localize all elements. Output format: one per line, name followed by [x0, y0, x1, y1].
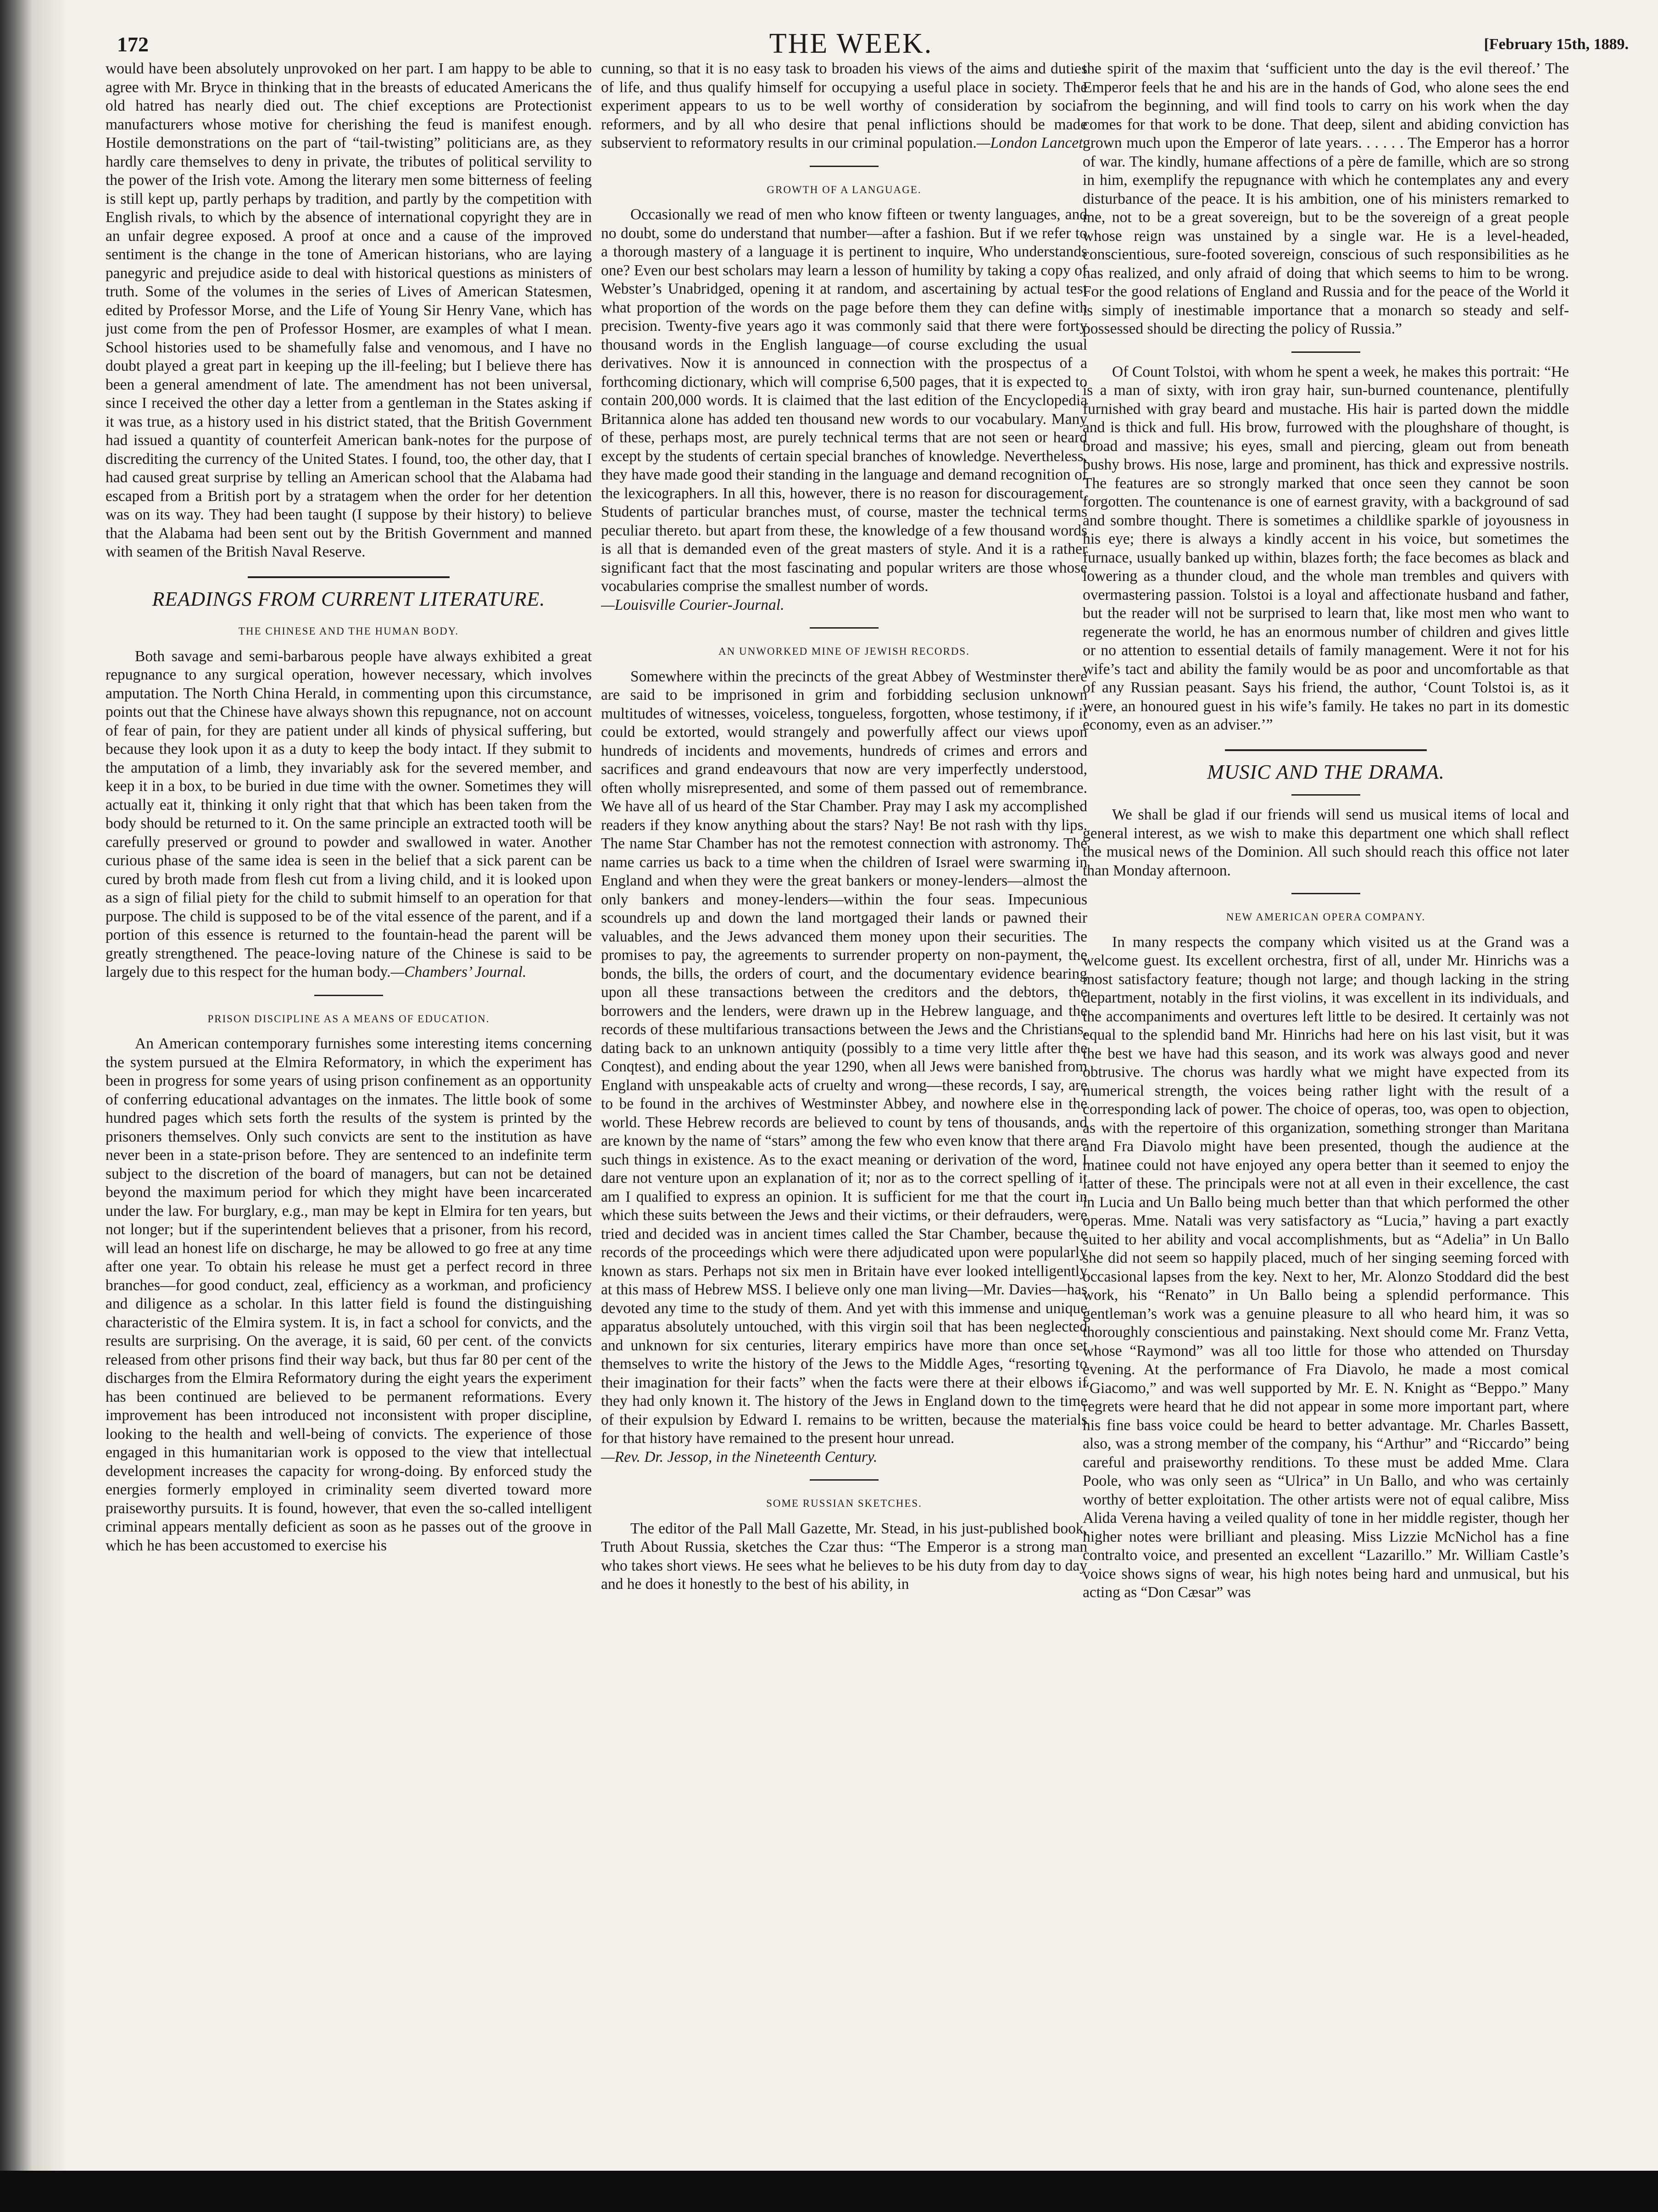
- divider: [1291, 351, 1360, 353]
- article-body: Both savage and semi-barbarous people have always exhibited a great repugnance to any surgical operation, however necessary, which involves amputation. The North China Herald, in commenting upon this circumstance, points out that the Chinese have always shown this repugnance, not on account of fear of pain, for they are patient under all kinds of physical suffering, but because they look upon it as a duty to keep the body intact. If they submit to the amputation of a limb, they invariably ask for the severed member, and keep it in a box, to be buried in due time with the owner. Sometimes they will actually eat it, thinking it only right that that which has been taken from the body should be returned to it. On the same principle an extracted tooth will be carefully preserved or ground to powder and swallowed in water. Another curious phase of the same idea is seen in the belief that a sick parent can be cured by broth made from flesh cut from a living child, and it is looked upon as a sign of filial piety for the child to submit himself to an operation for that purpose. The child is supposed to be of the vital essence of the parent, and if a portion of this essence is returned to the fountain-head the parent will be greatly strengthened. The peace-loving nature of the Chinese is said to be largely due to this respect for the human body.: [106, 647, 592, 981]
- publication-title: THE WEEK.: [769, 28, 933, 59]
- divider: [810, 166, 879, 167]
- section-heading: MUSIC AND THE DRAMA.: [1207, 760, 1445, 783]
- article-text: An American contemporary furnishes some interesting items concerning the system pursued at the Elmira Reformatory, in which the experiment has been in progress for some years of using prison confinement as an opportunity of conferring educational advantages on the inmates. The little book of some hundred pages which sets forth the results of the system is printed by the prisoners themselves. Only such convicts are sent to the institution as have never been in a state-prison before. They are sentenced to an indefinite term subject to the discretion of the board of managers, but can not be detained beyond the maximum period for which they might have been incarcerated under the law. For burglary, e.g., man may be kept in Elmira for ten years, but not longer; but if the superintendent believes that a prisoner, from his record, will lead an honest life on discharge, he may be allowed to go free at any time after one year. To obtain his release he must get a perfect record in three branches—for good conduct, zeal, efficiency as a workman, and proficiency and diligence as a scholar. In this latter field is found the distinguishing characteristic of the Elmira system. It is, in fact a school for convicts, and the results are surprising. On the average, it is said, 60 per cent. of the convicts released from other prisons find their way back, but thus far 80 per cent of the discharges from the Elmira Reformatory during the eight years the experiment has been continued are believed to be permanent reformations. Every improvement has been introduced not inconsistent with proper discipline, looking to the health and well-being of convicts. The experience of those engaged in this humanitarian work is opposed to the view that intellectual development increases the capacity for wrong-doing. By enforced study the energies formerly employed in criminality seem diverted toward more praiseworthy pursuits. It is found, however, that even the so-called intelligent criminal appears mentally deficient as soon as he passes out of the groove in which he has been accustomed to exercise his: [106, 1035, 592, 1554]
- article-text: We shall be glad if our friends will send us musical items of local and general interest, as we wish to make this department one which shall reflect the musical news of the Dominion. All such should reach this office not later than Monday afternoon.: [1083, 806, 1569, 879]
- article-text: [106, 647, 592, 982]
- article-text: [601, 60, 1087, 153]
- issue-date: [February 15th, 1889.: [1484, 36, 1629, 53]
- article-title: GROWTH OF A LANGUAGE.: [767, 184, 922, 195]
- article-text: Of Count Tolstoi, with whom he spent a week, he makes this portrait: “He is a man of sixty, with iron gray hair, sun-burned countenance, plentifully furnished with gray beard and mustache. His hair is parted down the middle and is thick and full. His brow, furrowed with the ploughshare of thought, is broad and massive; his eyes, small and piercing, gleam out from beneath bushy brows. His nose, large and prominent, has thick and expressive nostrils. The features are so strongly marked that once seen they cannot be soon forgotten. The countenance is one of earnest gravity, with a background of sad and sombre thought. There is sometimes a childlike sparkle of joyousness in his eye; there is always a kindly accent in his voice, but sometimes the furnace, usually banked up within, blazes forth; the face becomes as black and lowering as a thunder cloud, and the whole man trembles and quivers with overmastering passion. Tolstoi is a loyal and affectionate husband and father, but the reader will not be surprised to learn that, like most men who want to regenerate the world, he has an enormous number of children and gives little or no attention to essential details of family management. Were it not for his wife’s tact and ability the family would be as poor and uncomfortable as that of any Russian peasant. Says his friend, the author, ‘Count Tolstoi is, as it were, an honoured guest in his wife’s family. He takes no part in its domestic economy, even as an adviser.’”: [1083, 363, 1569, 733]
- divider: [314, 995, 383, 996]
- article-title: SOME RUSSIAN SKETCHES.: [766, 1498, 922, 1509]
- divider: [1291, 893, 1360, 894]
- article-text: Occasionally we read of men who know fifteen or twenty languages, and no doubt, some do understand that number—after a fashion. But if we refer to a thorough mastery of a language it is pertinent to inquire, Who understands one? Even our best scholars may learn a lesson of humility by taking a copy of Webster’s Unabridged, opening it at random, and ascertaining by actual test what proportion of the words on the page before them they can define with precision. Twenty-five years ago it was commonly said that there were forty thousand words in the English language—of course excluding the usual derivatives. Now it is announced in connection with the prospectus of a forthcoming dictionary, which will comprise 6,500 pages, that it is expected to contain 200,000 words. It is claimed that the last edition of the Encyclopedia Britannica alone has added ten thousand new words to our vocabulary. Many of these, perhaps most, are purely technical terms that are not seen or heard except by the students of certain special branches of knowledge. Nevertheless, they have made good their standing in the language and demand recognition of the lexicographers. In all this, however, there is no reason for discouragement. Students of particular branches must, of course, master the technical terms peculiar thereto. but apart from these, the knowledge of a few thousand words is all that is demanded even of the great masters of style. And it is a rather significant fact that the most fascinating and popular writers are those whose vocabularies comprise the smallest number of words.: [601, 206, 1087, 595]
- section-divider: [1225, 749, 1427, 751]
- article-text: In many respects the company which visited us at the Grand was a welcome guest. Its excellent orchestra, first of all, under Mr. Hinrichs was a most satisfactory feature; though not large; and though lacking in the string department, notably in the first violins, it was excellent in its individuals, and the accompaniments and overtures left little to be desired. It certainly was not equal to the splendid band Mr. Hinrichs had here on his last visit, but it was the best we have had this season, and its work was always good and never obtrusive. The chorus was hardly what we might have expected from its numerical strength, the voices being rather light with the result of a corresponding lack of power. The choice of operas, too, was open to objection, as with the repertoire of this organization, something stronger than Maritana and Fra Diavolo might have been presented, though the audience at the matinee could not have enjoyed any opera better than it seemed to enjoy the latter of these. The principals were not at all even in their excellence, the cast in Lucia and Un Ballo being much better than that which performed the other operas. Mme. Natali was very satisfactory as “Lucia,” having a part exactly suited to her ability and vocal accomplishments, but as “Adelia” in Un Ballo she did not seem so happily placed, much of her singing seeming forced with occasional lapses from the key. Next to her, Mr. Alonzo Stoddard did the best work, his “Renato” in Un Ballo being a splendid performance. This gentleman’s work was a genuine pleasure to all who heard him, it was so thoroughly conscientious and painstaking. Next should come Mr. Franz Vetta, whose “Raymond” was all too little for those who attended on Thursday evening. At the performance of Fra Diavolo, he made a most comical “Giacomo,” and was well supported by Mr. E. N. Knight as “Beppo.” Many regrets were heard that he did not appear in some more important part, where his fine bass voice could be heard to better advantage. Mr. Charles Bassett, also, was a strong member of the company, his “Arthur” and “Riccardo” being careful and praiseworthy renditions. To these must be added Mme. Clara Poole, who was only seen as “Ulrica” in Un Ballo, and who was certainly worthy of better exploitation. The other artists were not of equal calibre, Miss Alida Verena having a veiled quality of tone in her middle register, though her higher notes were brilliant and pleasing. Miss Lizzie McNichol has a fine contralto voice, and presented an excellent “Lazarillo.” Mr. William Castle’s voice shows signs of wear, his high notes being hard and unmusical, but his acting as “Don Cæsar” was: [1083, 933, 1569, 1601]
- divider: [810, 627, 879, 629]
- article-source: —Louisville Courier-Journal.: [601, 596, 784, 613]
- section-divider: [248, 576, 450, 578]
- article-text: The editor of the Pall Mall Gazette, Mr. Stead, in his just-published book, Truth About Russia, sketches the Czar thus: “The Emperor is a strong man who takes short views. He sees what he believes to be his duty from day to day and he does it honestly to the best of his ability, in: [601, 1520, 1087, 1593]
- section-heading: READINGS FROM CURRENT LITERATURE.: [152, 587, 545, 610]
- article-source: —London Lancet.: [976, 134, 1087, 151]
- column-3: [1083, 60, 1569, 2152]
- page-number: 172: [117, 33, 149, 56]
- book-binding-edge: [0, 0, 69, 2212]
- article-source: —Chambers’ Journal.: [390, 964, 527, 981]
- article-title: NEW AMERICAN OPERA COMPANY.: [1226, 911, 1426, 923]
- article-title: THE CHINESE AND THE HUMAN BODY.: [238, 625, 459, 637]
- divider: [810, 1479, 879, 1481]
- article-text: would have been absolutely unprovoked on her part. I am happy to be able to agree with Mr. Bryce in thinking that in the breasts of educated Americans the old hatred has nearly died out. The chief exceptions are Protectionist manufacturers whose motive for cherishing the feud is manifest enough. Hostile demonstrations on the part of “tail-twisting” politicians are, as they hardly care themselves to deny in private, the tributes of political servility to the power of the Irish vote. Among the literary men some bitterness of feeling is still kept up, partly perhaps by tradition, and partly by the competition with English rivals, to which by the absence of international copyright they are in an unfair degree exposed. A proof at once and a cause of the improved sentiment is the change in the tone of American historians, who are laying panegyric and prejudice aside to deal with historical questions as ministers of truth. Some of the volumes in the series of Lives of American Statesmen, edited by Professor Morse, and the Life of Young Sir Henry Vane, which has just come from the pen of Professor Hosmer, are examples of what I mean. School histories used to be shamefully false and venomous, and I have no doubt played a great part in keeping up the ill-feeling; but I believe there has been a general amendment of late. The amendment has not been universal, since I received the other day a letter from a gentleman in the States asking if it was true, as a history used in his district stated, that the British Government had issued a quantity of counterfeit American bank-notes for the purpose of discrediting the currency of the United States. I found, too, the other day, that I had caused great surprise by telling an American school that the Alabama had escaped from a British port by a stratagem when the order for her detention was on its way. They had been taught (I suppose by their history) to believe that the Alabama had been sent out by the British Government and manned with seamen of the British Naval Reserve.: [106, 60, 592, 560]
- divider: [1291, 794, 1360, 796]
- article-text: Somewhere within the precincts of the great Abbey of Westminster there are said to be imprisoned in grim and forbidding seclusion unknown multitudes of witnesses, voiceless, tongueless, forgotten, whose testimony, if it could be extorted, would strangely and powerfully affect our views upon hundreds of incidents and movements, hundreds of crimes and errors and sacrifices and grand endeavours that now are very imperfectly understood, often wholly misrepresented, and some of them passed out of remembrance. We have all of us heard of the Star Chamber. Pray may I ask my accomplished readers if they know anything about the stars? Nay! Be not rash with thy lips. The name Star Chamber has not the remotest connection with astronomy. The name carries us back to a time when the children of Israel were swarming in England and when they were the great bankers or money-lenders—almost the only bankers and money-lenders—within the four seas. Impecunious scoundrels up and down the land mortgaged their lands or pawned their valuables, and the Jews advanced them money upon their securities. The promises to pay, the agreements to surrender property on non-payment, the bonds, the bills, the orders of court, and the documentary evidence bearing upon all these transactions between the creditors and the debtors, the borrowers and the lenders, were drawn up in the Hebrew language, and the records of these multifarious transactions between the Jews and the Christians, dating back to an unknown antiquity (possibly to a time very little after the Conqtest), and ending about the year 1290, when all Jews were banished from England with unspeakable acts of cruelty and wrong—these records, I say, are to be found in the archives of Westminster Abbey, and nowhere else in the world. These Hebrew records are believed to count by tens of thousands, and are known by the name of “stars” among the few who even know that there are such things in existence. As to the exact meaning or derivation of the word, I dare not venture upon an explanation of it; nor as to the correct spelling of it am I qualified to express an opinion. It is sufficient for me that the court in which these suits between the Jews and their victims, or their defrauders, were tried and decided was in ancient times called the Star Chamber, because the records of the proceedings which were there adjudicated upon were popularly known as stars. Perhaps not six men in Britain have ever looked intelligently at this mass of Hebrew MSS. I believe only one man living—Mr. Davies—has devoted any time to the study of them. And yet with this immense and unique apparatus absolutely untouched, with this virgin soil that has been neglected and unknown for six centuries, literary empirics have more than once set themselves to write the history of the Jews to the Middle Ages, “resorting to their imagination for their facts” when the facts were there at their elbows if they had only known it. The history of the Jews in England down to the time of their expulsion by Edward I. remains to be written, because the materials for that history have remained to the present hour unread.: [601, 668, 1087, 1447]
- article-title: AN UNWORKED MINE OF JEWISH RECORDS.: [718, 646, 970, 657]
- article-title: PRISON DISCIPLINE AS A MEANS OF EDUCATION.: [207, 1013, 490, 1025]
- scan-bottom-edge: [0, 2171, 1658, 2212]
- article-source: —Rev. Dr. Jessop, in the Nineteenth Century.: [601, 1448, 878, 1465]
- article-text: the spirit of the maxim that ‘sufficient unto the day is the evil thereof.’ The Emperor feels that he and his are in the hands of God, who alone sees the end from the beginning, and will find tools to carry on his work when the day comes for that work to be done. That deep, silent and abiding conviction has grown much upon the Emperor of late years. . . . . . The Emperor has a horror of war. The kindly, humane affections of a père de famille, which are so strong in him, exemplify the repugnance with which he contemplates any and every disturbance of the peace. It is his ambition, one of his ministers remarked to me, not to be a great sovereign, but to be the sovereign of a great people whose reign was unstained by a single war. He is a level-headed, conscientious, sure-footed sovereign, conscious of such responsibilities as he has realized, and only afraid of doing that which seems to him to be wrong. For the good relations of England and Russia and for the peace of the World it is simply of inestimable importance that a monarch so steady and self-possessed should be directing the policy of Russia.”: [1083, 60, 1569, 337]
- column-1: [106, 60, 592, 2152]
- column-2: [601, 60, 1087, 2152]
- article-body: cunning, so that it is no easy task to broaden his views of the aims and duties of life, and thus qualify himself for occupying a useful place in society. The experiment appears to us to be well worthy of consideration by social reformers, and by all who desire that penal inflictions should be made subservient to reformatory results in our criminal population.: [601, 60, 1087, 151]
